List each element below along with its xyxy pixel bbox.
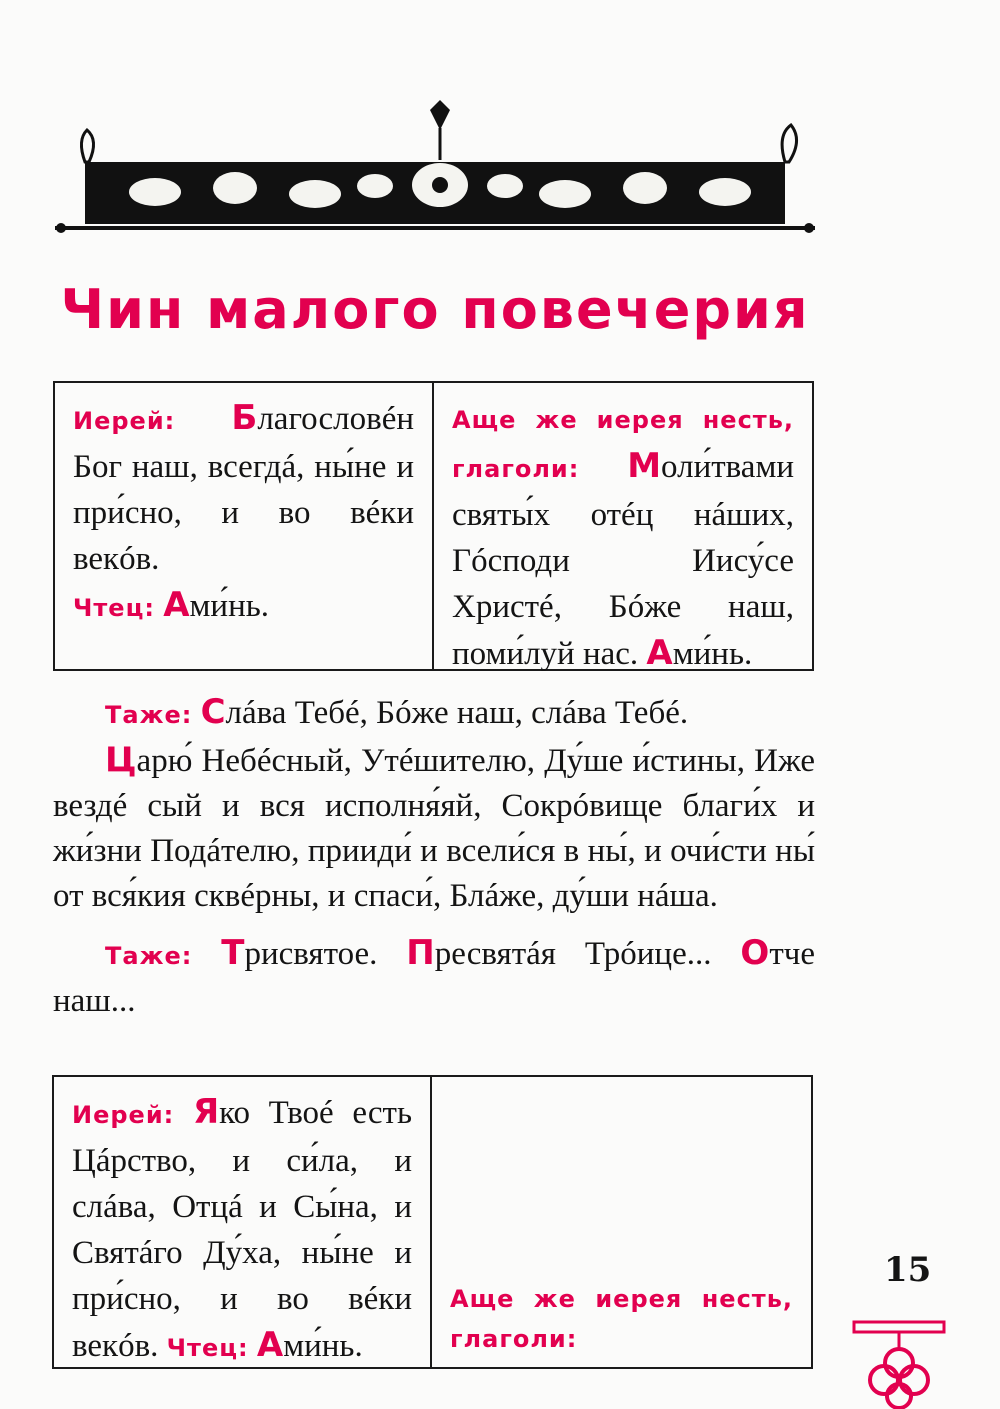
red-initial: Я: [192, 1092, 220, 1132]
paragraph: [53, 738, 815, 919]
prayer-text: тче наш...: [53, 936, 815, 1019]
red-initial: А: [256, 1325, 284, 1365]
prayer-text: рисвятое.: [244, 936, 407, 972]
red-initial: Ц: [105, 740, 137, 780]
rubric-label: Таже:: [105, 701, 193, 729]
prayer-text: лáва Тебé, Бóже наш, слáва Тебé.: [225, 695, 689, 731]
priest-column: [54, 1077, 430, 1367]
prayer-text: арю́ Небéсный, Утéшителю, Ду́ше и́стины, Иже вездé сый и вся исполня́яй, Сокрóвище благи́х и жи́зни Подáтелю, прииди́ и всели́ся в ны́, и очи́сти ны́ от вся́кия сквéрны, и спаси́, Блáже, ду́ши нáша.: [53, 743, 815, 914]
prayer-text: ми́нь.: [283, 1328, 363, 1364]
red-initial: О: [740, 933, 770, 973]
rubric-label: Иерей:: [73, 407, 176, 435]
prayer-text: ко Твоé есть Цáрство, и си́ла, и слáва, Отцá и Сы́на, и Святáго Ду́ха, ны́не и при́сно, и во вéки векóв.: [72, 1095, 412, 1364]
red-initial: М: [627, 446, 662, 486]
rubric-label: Аще же иерея несть, глаголи:: [450, 1285, 793, 1353]
red-initial: А: [163, 585, 190, 625]
prayer-text: оли́твами святы́х отéц нáших, Гóсподи Иису́се Христé, Бóже наш, поми́луй нас.: [452, 449, 794, 672]
red-initial: П: [406, 933, 435, 973]
footer-ornament: [852, 1318, 946, 1409]
rubric-label: Таже:: [105, 942, 193, 970]
prayer-text: лагословéн Бог наш, всегдá, ны́не и при́сно, и во вéки векóв.: [73, 401, 414, 577]
rubric-label: Чтец:: [166, 1334, 249, 1362]
paragraph: [53, 931, 815, 1024]
prayer-text: ми́нь.: [672, 636, 753, 672]
red-initial: Т: [221, 933, 245, 973]
rubric-table-1: [53, 381, 814, 671]
rubric-table-2: [52, 1075, 813, 1369]
red-initial: С: [200, 692, 226, 732]
page-number: 15: [884, 1250, 932, 1290]
header-ornament: [55, 100, 815, 240]
no-priest-column: [432, 383, 812, 673]
rubric-label: Чтец:: [73, 594, 155, 622]
rubric-label: Иерей:: [72, 1101, 175, 1129]
main-text: [53, 690, 815, 1024]
priest-column: [55, 383, 432, 669]
page-title: Чин малого повечерия: [60, 278, 810, 341]
no-priest-column: [430, 1077, 811, 1367]
prayer-text: ми́нь.: [189, 588, 270, 624]
red-initial: А: [646, 633, 673, 673]
red-initial: Б: [231, 398, 258, 438]
prayer-text: ресвятáя Трóице...: [434, 936, 741, 972]
paragraph: [53, 690, 815, 738]
rubric-label: Аще же иерея несть, глаголи:: [452, 406, 794, 483]
